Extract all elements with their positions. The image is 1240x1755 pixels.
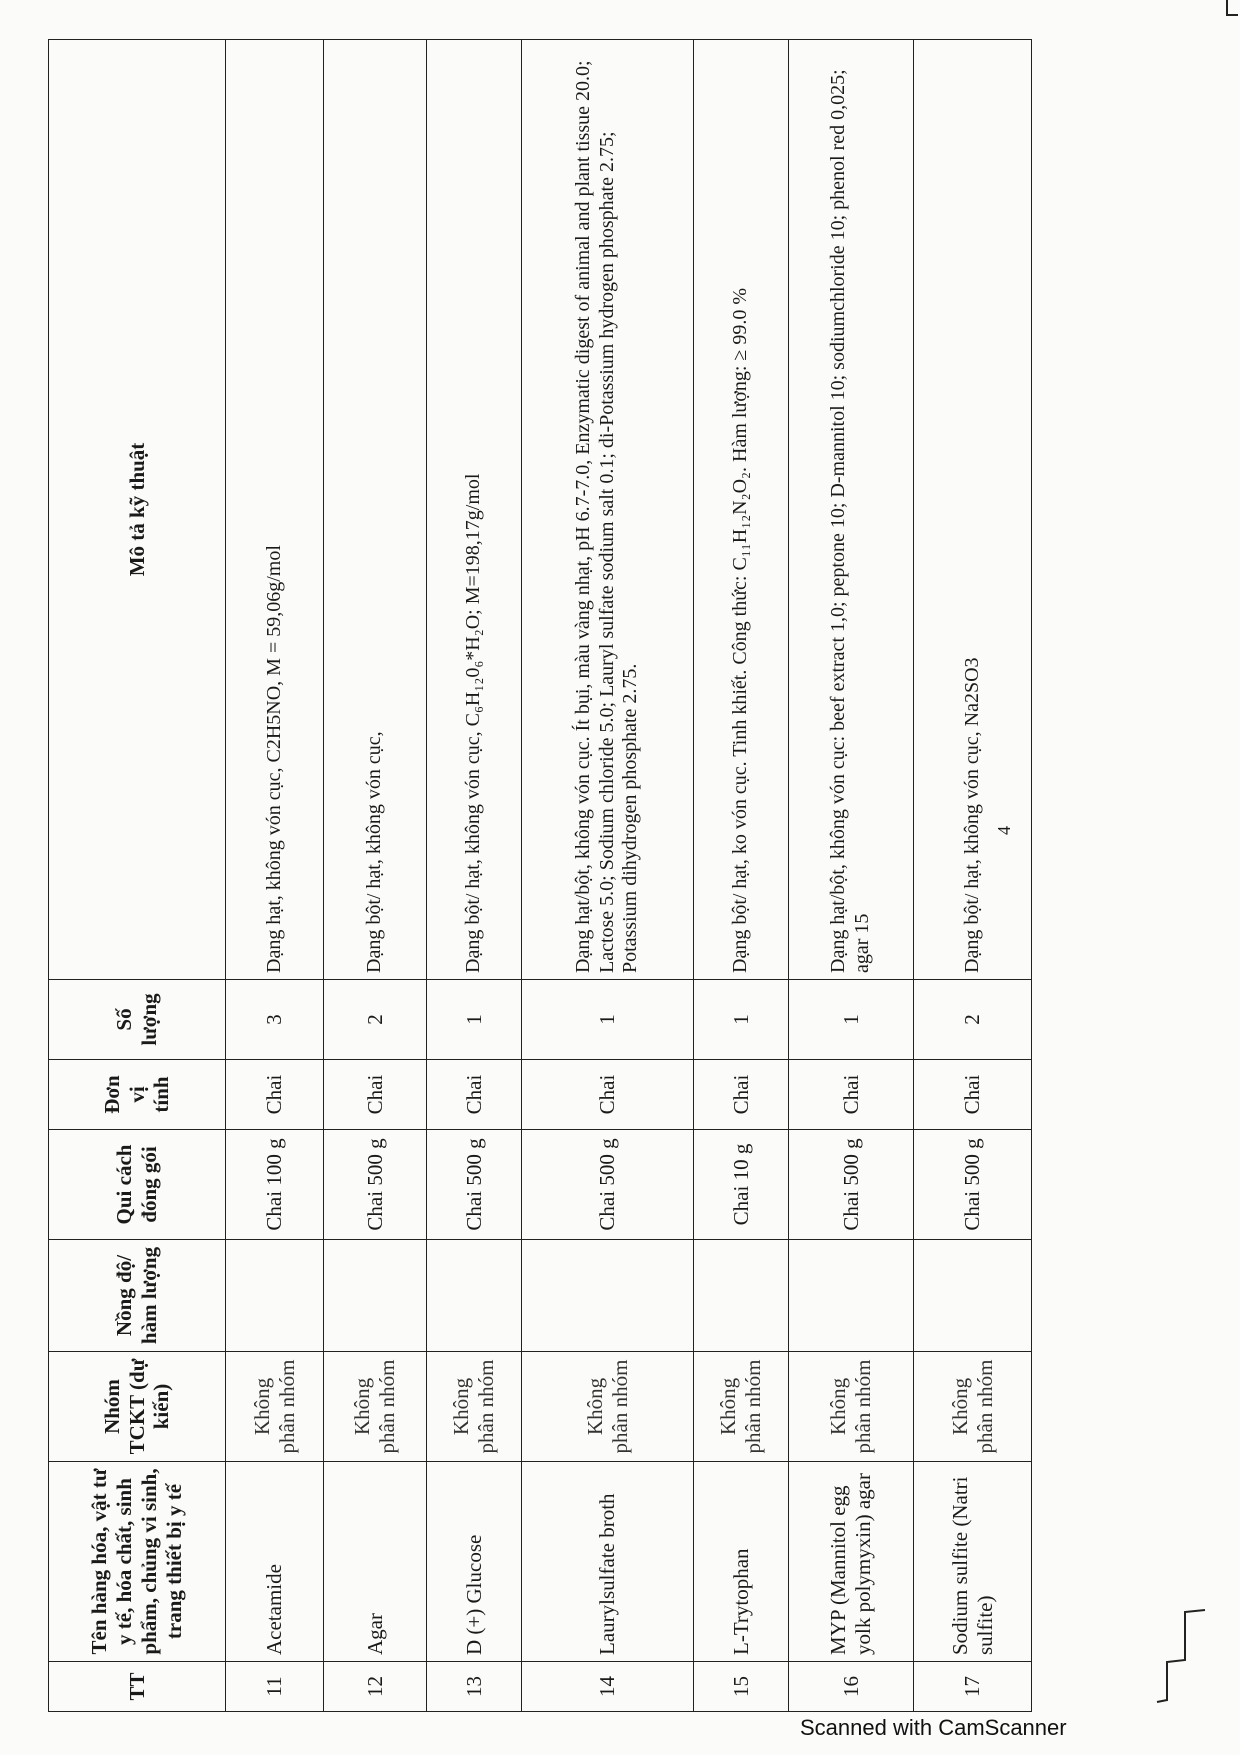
row-quantity: 2 [324, 980, 427, 1060]
header-no: TT [49, 1662, 226, 1712]
row-concentration [522, 1240, 694, 1352]
row-description: Dạng hạt/bột, không vón cục: beef extract 1,0; peptone 10; D-mannitol 10; sodiumchloride 10; phenol red 0,025; agar 15 [789, 40, 914, 980]
row-no: 14 [522, 1662, 694, 1712]
row-packaging: Chai 500 g [914, 1130, 1032, 1240]
row-item-name: Laurylsulfate broth [522, 1462, 694, 1662]
row-group: Không phân nhóm [522, 1352, 694, 1462]
table-row [914, 40, 1032, 1712]
row-quantity: 1 [694, 980, 789, 1060]
row-packaging: Chai 100 g [226, 1130, 324, 1240]
row-quantity: 3 [226, 980, 324, 1060]
header-packaging: Qui cách đóng gói [49, 1130, 226, 1240]
row-no: 12 [324, 1662, 427, 1712]
row-group: Không phân nhóm [914, 1352, 1032, 1462]
row-group: Không phân nhóm [789, 1352, 914, 1462]
row-quantity: 1 [427, 980, 522, 1060]
page-corner-mark [1226, 0, 1238, 16]
row-packaging: Chai 500 g [522, 1130, 694, 1240]
row-group: Không phân nhóm [324, 1352, 427, 1462]
row-group: Không phân nhóm [226, 1352, 324, 1462]
row-packaging: Chai 500 g [324, 1130, 427, 1240]
row-description: Dạng bột/ hạt, không vón cục, Na2SO3 [914, 40, 1032, 980]
table-row [789, 40, 914, 1712]
row-group: Không phân nhóm [694, 1352, 789, 1462]
row-description: Dạng bột/ hạt, ko vón cục. Tinh khiết. Công thức: C₁₁H₁₂N₂O₂. Hàm lượng: ≥ 99.0 % [694, 40, 789, 980]
scanner-watermark: Scanned with CamScanner [800, 1715, 1067, 1740]
row-no: 11 [226, 1662, 324, 1712]
row-item-name: D (+) Glucose [427, 1462, 522, 1662]
row-packaging: Chai 500 g [789, 1130, 914, 1240]
row-no: 17 [914, 1662, 1032, 1712]
row-concentration [324, 1240, 427, 1352]
row-item-name: L-Trytophan [694, 1462, 789, 1662]
table-row [226, 40, 324, 1712]
row-unit: Chai [789, 1060, 914, 1130]
row-packaging: Chai 10 g [694, 1130, 789, 1240]
supplies-spec-table [48, 39, 1032, 1712]
row-item-name: Sodium sulfite (Natri sulfite) [914, 1462, 1032, 1662]
row-item-name: Agar [324, 1462, 427, 1662]
row-no: 16 [789, 1662, 914, 1712]
row-concentration [789, 1240, 914, 1352]
header-unit: Đơn vị tính [49, 1060, 226, 1130]
row-description: Dạng hạt/bột, không vón cục. Ít bụi, màu vàng nhạt, pH 6.7-7.0, Enzymatic digest of animal and plant tissue 20.0; Lactose 5.0; Sodium chloride 5.0; Lauryl sulfate sodium salt 0.1; di-Potassium hydrogen phosphate 2.75; Potassium dihydrogen phosphate 2.75. [522, 40, 694, 980]
table-row [324, 40, 427, 1712]
row-description: Dạng hạt, không vón cục, C2H5NO, M = 59,06g/mol [226, 40, 324, 980]
header-description: Mô tả kỹ thuật [49, 40, 226, 980]
row-unit: Chai [694, 1060, 789, 1130]
row-no: 15 [694, 1662, 789, 1712]
row-description: Dạng bột/ hạt, không vón cục, C₆H₁₂0₆*H₂O; M=198,17g/mol [427, 40, 522, 980]
row-concentration [694, 1240, 789, 1352]
row-item-name: MYP (Mannitol egg yolk polymyxin) agar [789, 1462, 914, 1662]
header-concentration: Nồng độ/ hàm lượng [49, 1240, 226, 1352]
table-row [427, 40, 522, 1712]
row-quantity: 1 [522, 980, 694, 1060]
row-no: 13 [427, 1662, 522, 1712]
row-quantity: 2 [914, 980, 1032, 1060]
row-description: Dạng bột/ hạt, không vón cục, [324, 40, 427, 980]
rotated-table-container [48, 40, 1120, 1712]
page-number: 4 [994, 826, 1014, 835]
row-quantity: 1 [789, 980, 914, 1060]
row-concentration [427, 1240, 522, 1352]
row-concentration [226, 1240, 324, 1352]
row-packaging: Chai 500 g [427, 1130, 522, 1240]
row-unit: Chai [226, 1060, 324, 1130]
header-item-name: Tên hàng hóa, vật tư y tế, hóa chất, sinh phẩm, chủng vi sinh, trang thiết bị y tế [49, 1462, 226, 1662]
header-quantity: Số lượng [49, 980, 226, 1060]
row-unit: Chai [522, 1060, 694, 1130]
row-unit: Chai [914, 1060, 1032, 1130]
header-group: Nhóm TCKT (dự kiến) [49, 1352, 226, 1462]
row-unit: Chai [427, 1060, 522, 1130]
row-unit: Chai [324, 1060, 427, 1130]
row-group: Không phân nhóm [427, 1352, 522, 1462]
row-item-name: Acetamide [226, 1462, 324, 1662]
table-header-row [49, 40, 226, 1712]
row-concentration [914, 1240, 1032, 1352]
table-row [694, 40, 789, 1712]
scan-edge-marks [1155, 1600, 1215, 1720]
table-row [522, 40, 694, 1712]
